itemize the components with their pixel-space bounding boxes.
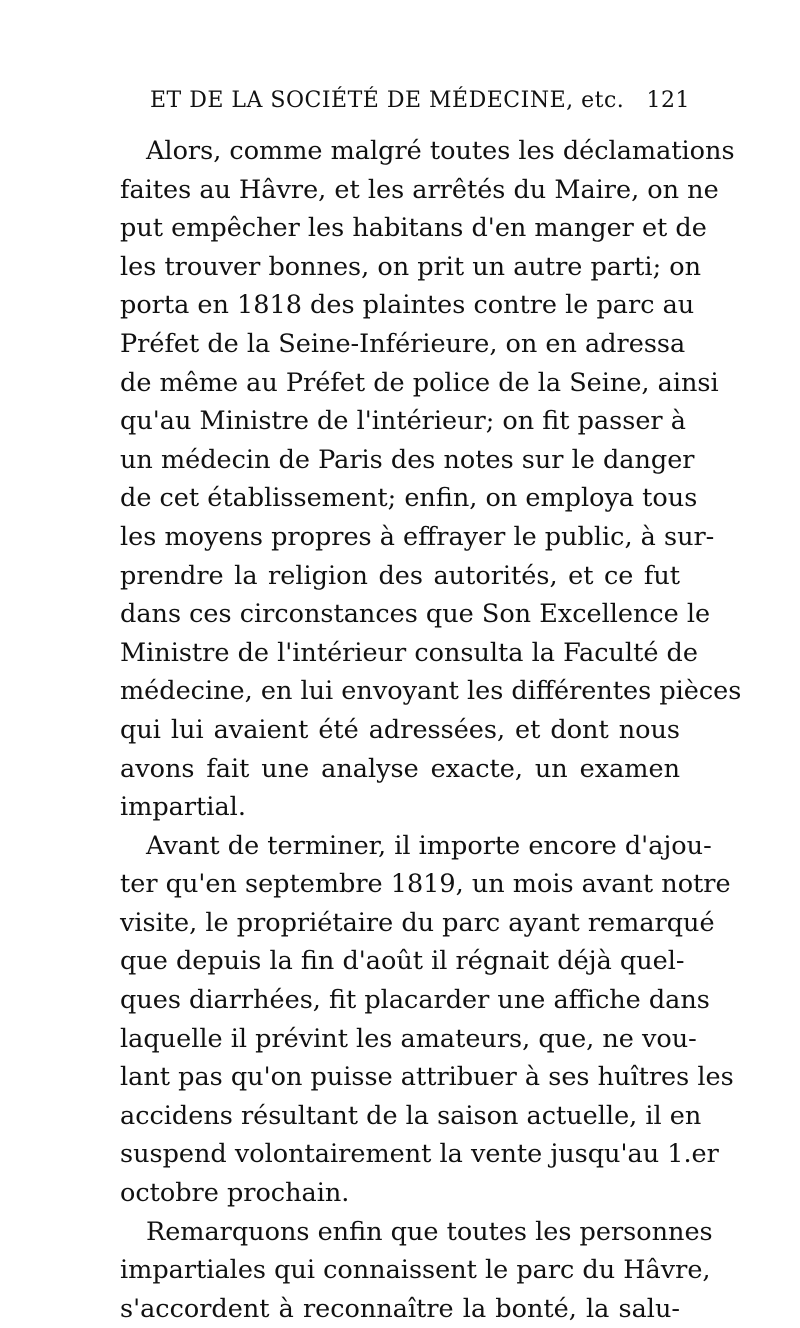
text-line: Avant de terminer, il importe encore d'ajou- (146, 830, 712, 861)
text-line: les trouver bonnes, on prit un autre parti; on (120, 251, 702, 282)
text-line: que depuis la fin d'août il régnait déjà quel- (120, 946, 685, 977)
text-line: put empêcher les habitans d'en manger et de (120, 213, 707, 244)
text-line: s'accordent à reconnaître la bonté, la salu- (120, 1293, 680, 1324)
text-line: qu'au Ministre de l'intérieur; on fit passer à (120, 406, 686, 437)
text-line: impartial. (120, 792, 246, 823)
running-header (150, 88, 690, 113)
running-title: ET DE LA SOCIÉTÉ DE MÉDECINE, etc. (150, 88, 625, 113)
text-line: laquelle il prévint les amateurs, que, ne vou- (120, 1023, 697, 1054)
paragraph-2 (120, 827, 734, 1213)
text-line: accidens résultant de la saison actuelle, il en (120, 1100, 702, 1131)
text-line: faites au Hâvre, et les arrêtés du Maire, on ne (120, 174, 719, 205)
text-line: impartiales qui connaissent le parc du Hâvre, (120, 1255, 711, 1286)
text-line: dans ces circonstances que Son Excellence le (120, 599, 711, 630)
text-line: qui lui avaient été adressées, et dont nous (120, 714, 680, 745)
text-line: porta en 1818 des plaintes contre le parc au (120, 290, 695, 321)
text-line: les moyens propres à effrayer le public, à sur- (120, 521, 715, 552)
text-line: de même au Préfet de police de la Seine, ainsi (120, 367, 719, 398)
text-line: prendre la religion des autorités, et ce fut (120, 560, 680, 591)
text-line: Remarquons enfin que toutes les personnes (146, 1216, 713, 1247)
text-line: Préfet de la Seine-Inférieure, on en adressa (120, 328, 686, 359)
text-line: de cet établissement; enfin, on employa tous (120, 483, 698, 514)
page-number: 121 (646, 88, 690, 113)
text-line: lant pas qu'on puisse attribuer à ses huîtres les (120, 1062, 734, 1093)
text-line: Ministre de l'intérieur consulta la Faculté de (120, 637, 698, 668)
text-line: octobre prochain. (120, 1178, 350, 1209)
text-line: suspend volontairement la vente jusqu'au 1.er (120, 1139, 719, 1170)
text-line: Alors, comme malgré toutes les déclamations (146, 136, 735, 166)
text-line: ter qu'en septembre 1819, un mois avant notre (120, 869, 731, 900)
text-body (120, 132, 742, 1328)
text-line: médecine, en lui envoyant les différentes pièces (120, 676, 742, 707)
text-line: avons fait une analyse exacte, un examen (120, 753, 680, 784)
text-line: ques diarrhées, fit placarder une affiche dans (120, 985, 710, 1016)
text-line: un médecin de Paris des notes sur le danger (120, 444, 695, 475)
paragraph-3 (120, 1213, 713, 1328)
text-line: visite, le propriétaire du parc ayant remarqué (120, 907, 715, 938)
paragraph-1 (120, 132, 742, 827)
